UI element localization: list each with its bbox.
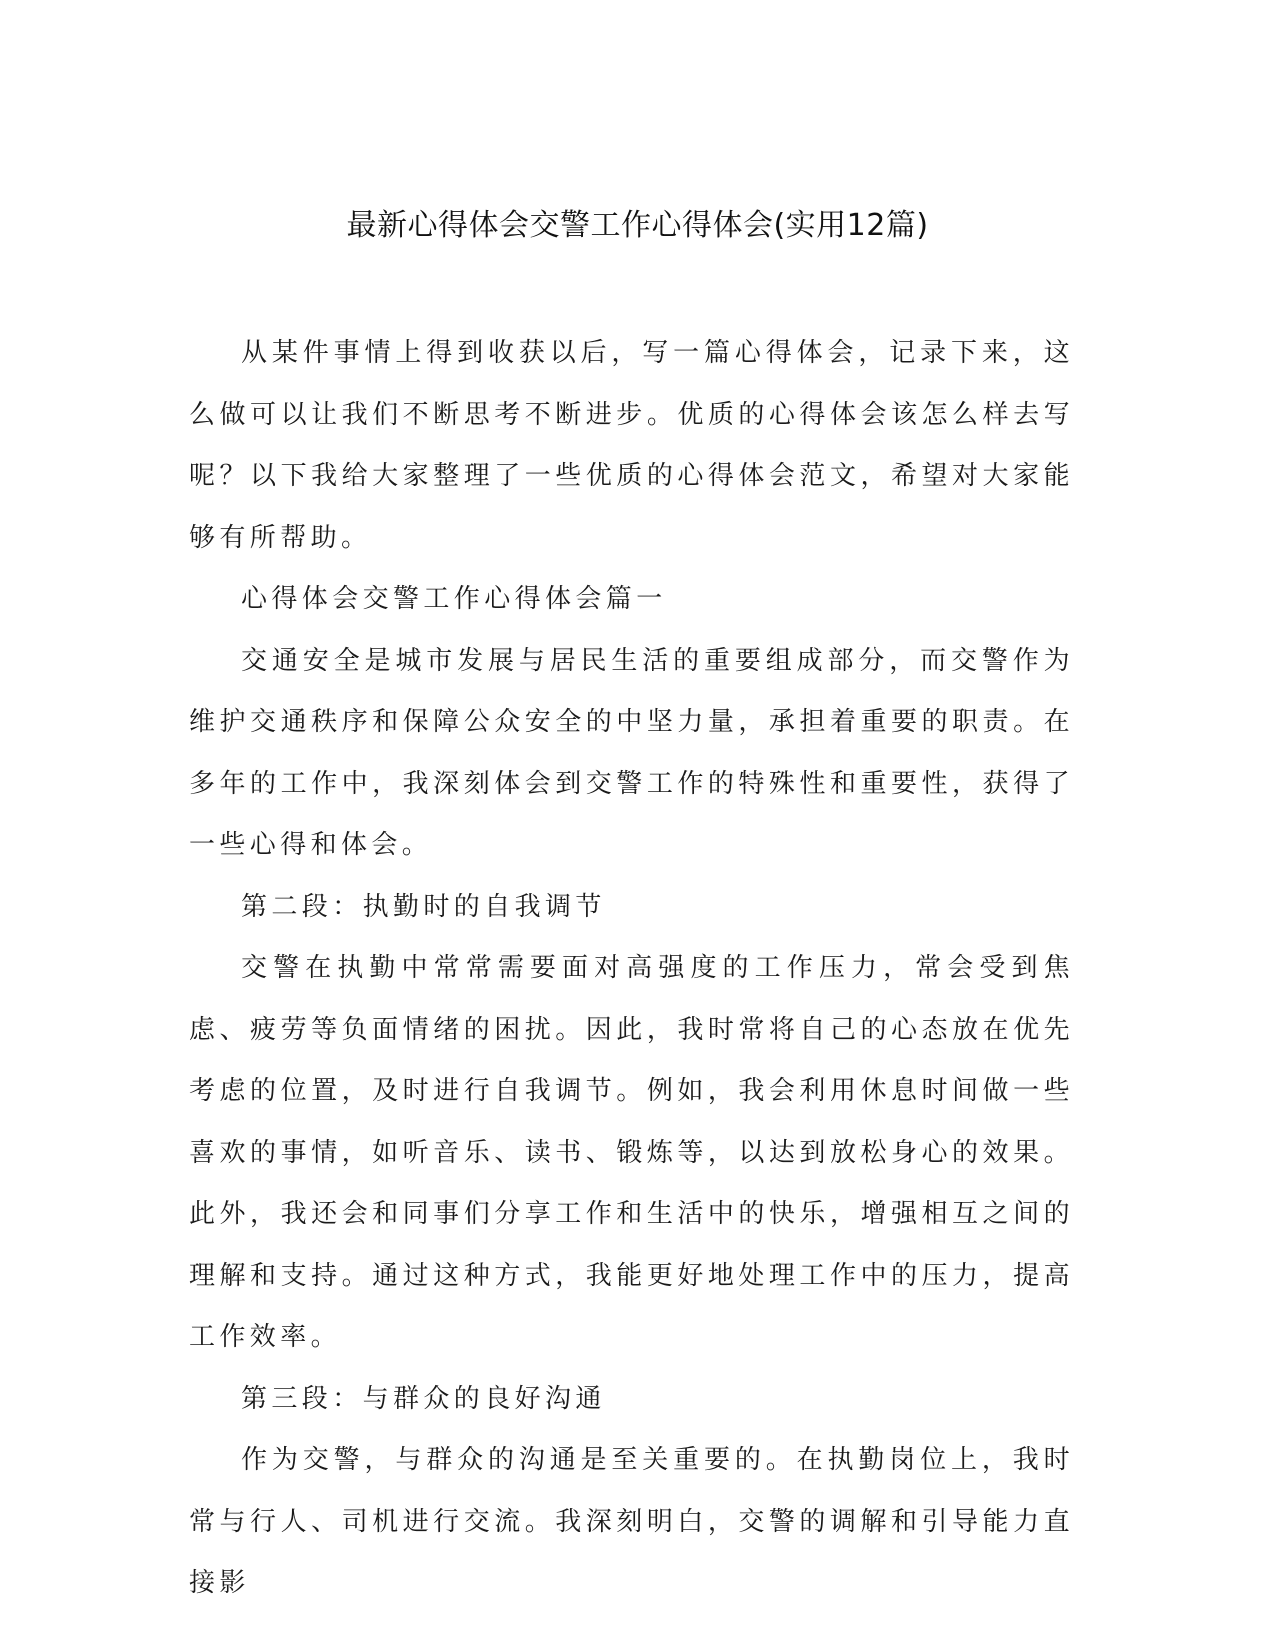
document-title: 最新心得体会交警工作心得体会(实用12篇): [346, 208, 929, 243]
document-body: [189, 323, 1074, 1615]
section-heading-part-three: 第三段：与群众的良好沟通: [241, 1383, 606, 1414]
section-heading-part-two: 第二段：执勤时的自我调节: [241, 891, 606, 922]
body-paragraph: 交通安全是城市发展与居民生活的重要组成部分，而交警作为维护交通秩序和保障公众安全的中坚力量，承担着重要的职责。在多年的工作中，我深刻体会到交警工作的特殊性和重要性，获得了一些心得和体会。: [189, 645, 1074, 860]
section-heading-part-one: 心得体会交警工作心得体会篇一: [241, 584, 667, 614]
body-paragraph: 作为交警，与群众的沟通是至关重要的。在执勤岗位上，我时常与行人、司机进行交流。我深刻明白，交警的调解和引导能力直接影: [189, 1445, 1074, 1598]
body-paragraph: 交警在执勤中常常需要面对高强度的工作压力，常会受到焦虑、疲劳等负面情绪的困扰。因此，我时常将自己的心态放在优先考虑的位置，及时进行自我调节。例如，我会利用休息时间做一些喜欢的事情，如听音乐、读书、锻炼等，以达到放松身心的效果。此外，我还会和同事们分享工作和生活中的快乐，增强相互之间的理解和支持。通过这种方式，我能更好地处理工作中的压力，提高工作效率。: [189, 953, 1074, 1352]
intro-paragraph: 从某件事情上得到收获以后，写一篇心得体会，记录下来，这么做可以让我们不断思考不断进步。优质的心得体会该怎么样去写呢？以下我给大家整理了一些优质的心得体会范文，希望对大家能够有所帮助。: [189, 338, 1074, 553]
